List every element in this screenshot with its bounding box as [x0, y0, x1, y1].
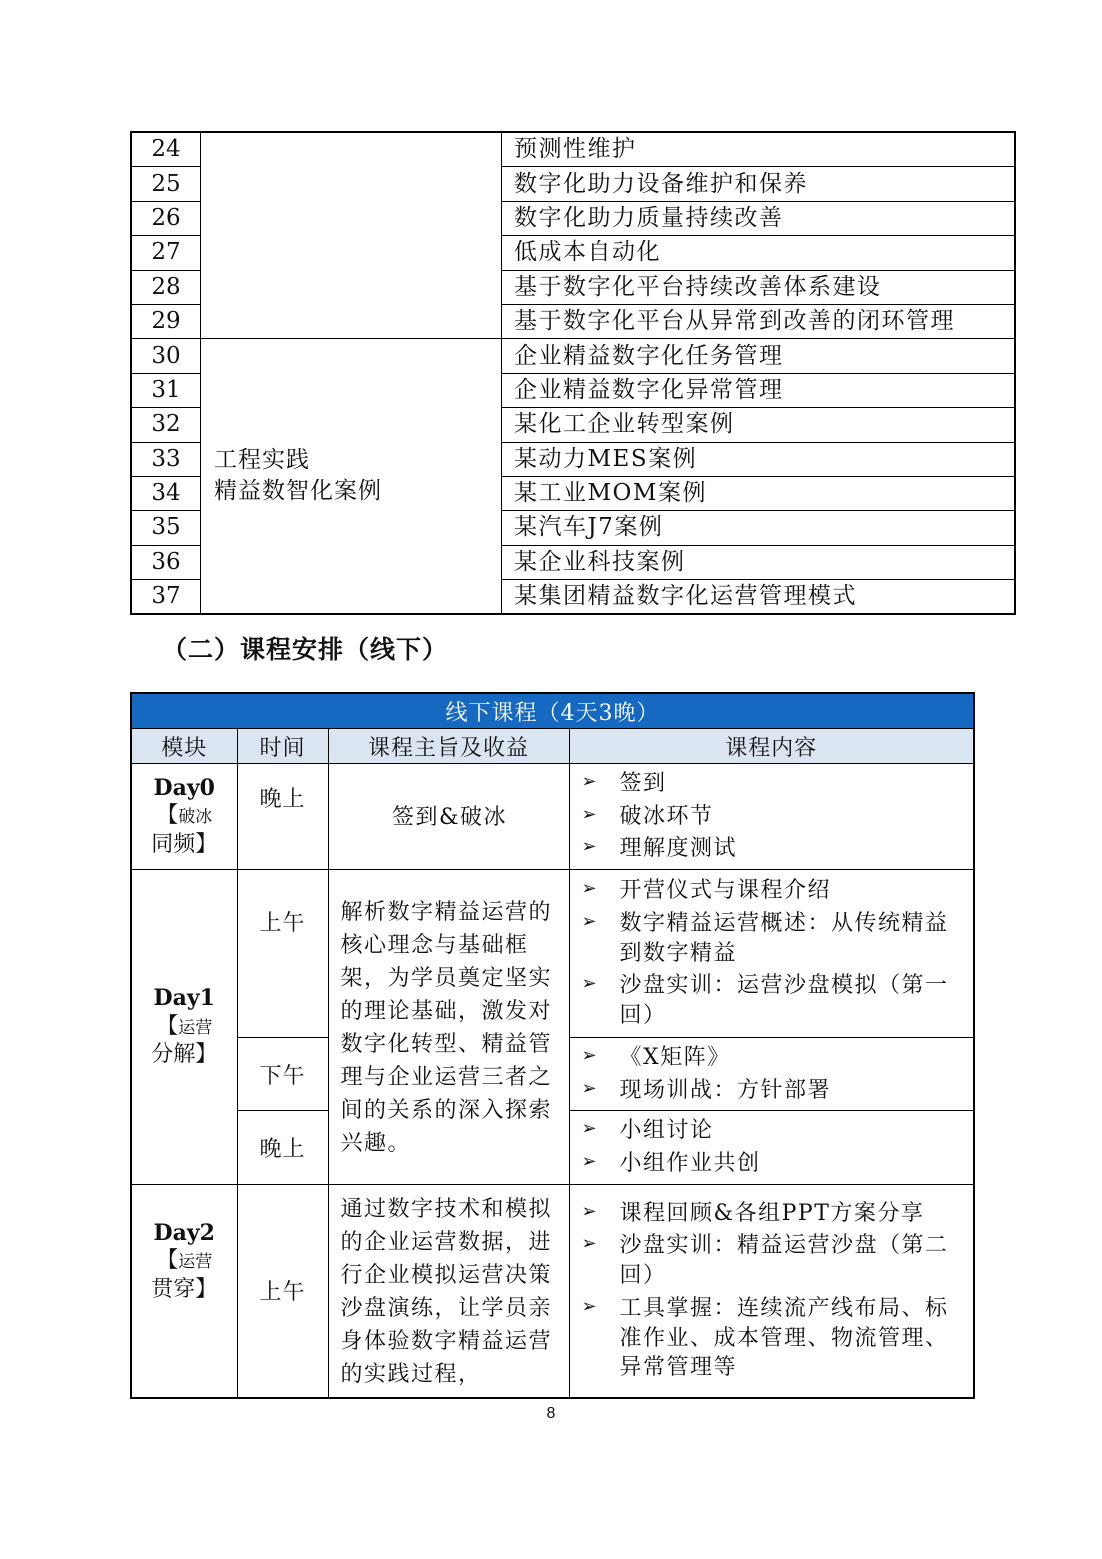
day0-row [131, 764, 974, 870]
row-number: 28 [131, 270, 201, 304]
arrow-icon: ➢ [581, 1233, 599, 1255]
row-number: 36 [131, 545, 201, 579]
content-item: ➢ 《X矩阵》 [581, 1045, 731, 1071]
bracket-close: 】 [195, 1277, 218, 1302]
topic-cell: 某化工企业转型案例 [502, 408, 1016, 442]
content-item: ➢ 破冰环节 [581, 803, 714, 829]
content-item: ➢ 理解度测试 [581, 836, 738, 862]
module-sub2: 同频 [151, 831, 196, 857]
day2-time: 上午 [237, 1184, 328, 1398]
arrow-icon: ➢ [581, 1077, 599, 1099]
day2-module [131, 1184, 237, 1398]
day0-time: 晚上 [237, 764, 328, 870]
topic-cell: 某集团精益数字化运营管理模式 [502, 580, 1016, 615]
day1-morning-content [569, 870, 974, 1038]
content-item: ➢ 开营仪式与课程介绍 [581, 878, 832, 904]
module-sub1: 破冰 [178, 807, 213, 828]
day1-evening-content [569, 1111, 974, 1184]
day1-afternoon-content [569, 1038, 974, 1111]
day1-module [131, 870, 237, 1185]
header-row [131, 729, 974, 764]
day1-aim: 解析数字精益运营的核心理念与基础框架，为学员奠定坚实的理论基础，激发对数字化转型、精益管理与企业运营三者之间的关系的深入探索兴趣。 [328, 870, 569, 1185]
topic-cell: 数字化助力质量持续改善 [502, 201, 1016, 235]
day0-content [569, 764, 974, 870]
content-item: ➢ 工具掌握：连续流产线布局、标准作业、成本管理、物流管理、异常管理等 [581, 1295, 949, 1381]
schedule-title: 线下课程（4天3晚） [131, 693, 974, 729]
content-item: ➢ 小组作业共创 [581, 1151, 761, 1177]
topic-cell: 某动力MES案例 [502, 442, 1016, 476]
topic-cell: 基于数字化平台持续改善体系建设 [502, 270, 1016, 304]
row-number: 32 [131, 408, 201, 442]
topic-cell: 预测性维护 [502, 132, 1016, 167]
row-number: 31 [131, 373, 201, 407]
table-row [131, 339, 1015, 373]
topic-cell: 某汽车J7案例 [502, 511, 1016, 545]
topic-cell: 某工业MOM案例 [502, 476, 1016, 510]
table-row [131, 132, 1015, 167]
section-heading: （二）课程安排（线下） [162, 635, 449, 664]
header-time: 时间 [237, 729, 328, 764]
header-module: 模块 [131, 729, 237, 764]
bracket-close: 】 [195, 1042, 218, 1068]
content-item: ➢ 课程回顾&各组PPT方案分享 [581, 1200, 925, 1226]
arrow-icon: ➢ [581, 1118, 599, 1140]
content-item: ➢ 沙盘实训：运营沙盘模拟（第一回） [581, 973, 949, 1029]
topic-cell: 基于数字化平台从异常到改善的闭环管理 [502, 304, 1016, 338]
arrow-icon: ➢ [581, 1200, 599, 1222]
day-label: Day1 [153, 985, 215, 1012]
bracket-open: 【 [156, 1248, 179, 1274]
arrow-icon: ➢ [581, 878, 599, 900]
row-number: 26 [131, 201, 201, 235]
topic-cell: 某企业科技案例 [502, 545, 1016, 579]
day0-aim: 签到&破冰 [328, 764, 569, 870]
arrow-icon: ➢ [581, 1045, 599, 1067]
arrow-icon: ➢ [581, 836, 599, 858]
day1-afternoon-time: 下午 [237, 1038, 328, 1111]
day2-row [131, 1184, 974, 1398]
row-number: 35 [131, 511, 201, 545]
day1-evening-time: 晚上 [237, 1111, 328, 1184]
row-number: 37 [131, 580, 201, 615]
page-number: 8 [546, 1405, 556, 1422]
content-item: ➢ 签到 [581, 771, 667, 796]
topic-cell: 低成本自动化 [502, 236, 1016, 270]
arrow-icon: ➢ [581, 771, 599, 792]
topic-cell: 企业精益数字化异常管理 [502, 373, 1016, 407]
module-cell [201, 132, 502, 339]
arrow-icon: ➢ [581, 973, 599, 995]
day-label: Day0 [153, 774, 215, 801]
module-sub1: 运营 [178, 1252, 213, 1273]
day1-morning-row [131, 870, 974, 1038]
day2-content [569, 1184, 974, 1398]
row-number: 25 [131, 167, 201, 201]
topic-cell: 数字化助力设备维护和保养 [502, 167, 1016, 201]
content-item: ➢ 小组讨论 [581, 1118, 714, 1144]
day0-module [131, 764, 237, 870]
module-sub2: 贯穿 [151, 1277, 196, 1302]
arrow-icon: ➢ [581, 911, 599, 933]
day2-aim: 通过数字技术和模拟的企业运营数据，进行企业模拟运营决策沙盘演练，让学员亲身体验数字精益运营的实践过程， [328, 1184, 569, 1398]
schedule-table [130, 692, 975, 1399]
arrow-icon: ➢ [581, 1295, 599, 1317]
topic-table [130, 131, 1016, 615]
module-line-1: 工程实践 [214, 447, 310, 474]
arrow-icon: ➢ [581, 1151, 599, 1173]
day1-morning-time: 上午 [237, 870, 328, 1038]
module-sub1: 运营 [178, 1017, 213, 1038]
header-aim: 课程主旨及收益 [328, 729, 569, 764]
row-number: 34 [131, 476, 201, 510]
day-label: Day2 [153, 1219, 215, 1246]
row-number: 27 [131, 236, 201, 270]
row-number: 30 [131, 339, 201, 373]
row-number: 33 [131, 442, 201, 476]
content-item: ➢ 现场训战：方针部署 [581, 1077, 832, 1103]
bracket-close: 】 [195, 831, 218, 857]
header-content: 课程内容 [569, 729, 974, 764]
arrow-icon: ➢ [581, 803, 599, 825]
module-cell-case [201, 339, 502, 615]
module-sub2: 分解 [151, 1042, 196, 1068]
row-number: 24 [131, 132, 201, 167]
bracket-open: 【 [156, 1013, 179, 1039]
content-item: ➢ 沙盘实训：精益运营沙盘（第二回） [581, 1233, 949, 1289]
bracket-open: 【 [156, 803, 179, 829]
row-number: 29 [131, 304, 201, 338]
topic-cell: 企业精益数字化任务管理 [502, 339, 1016, 373]
module-line-2: 精益数智化案例 [214, 478, 382, 505]
content-item: ➢ 数字精益运营概述：从传统精益到数字精益 [581, 911, 949, 966]
